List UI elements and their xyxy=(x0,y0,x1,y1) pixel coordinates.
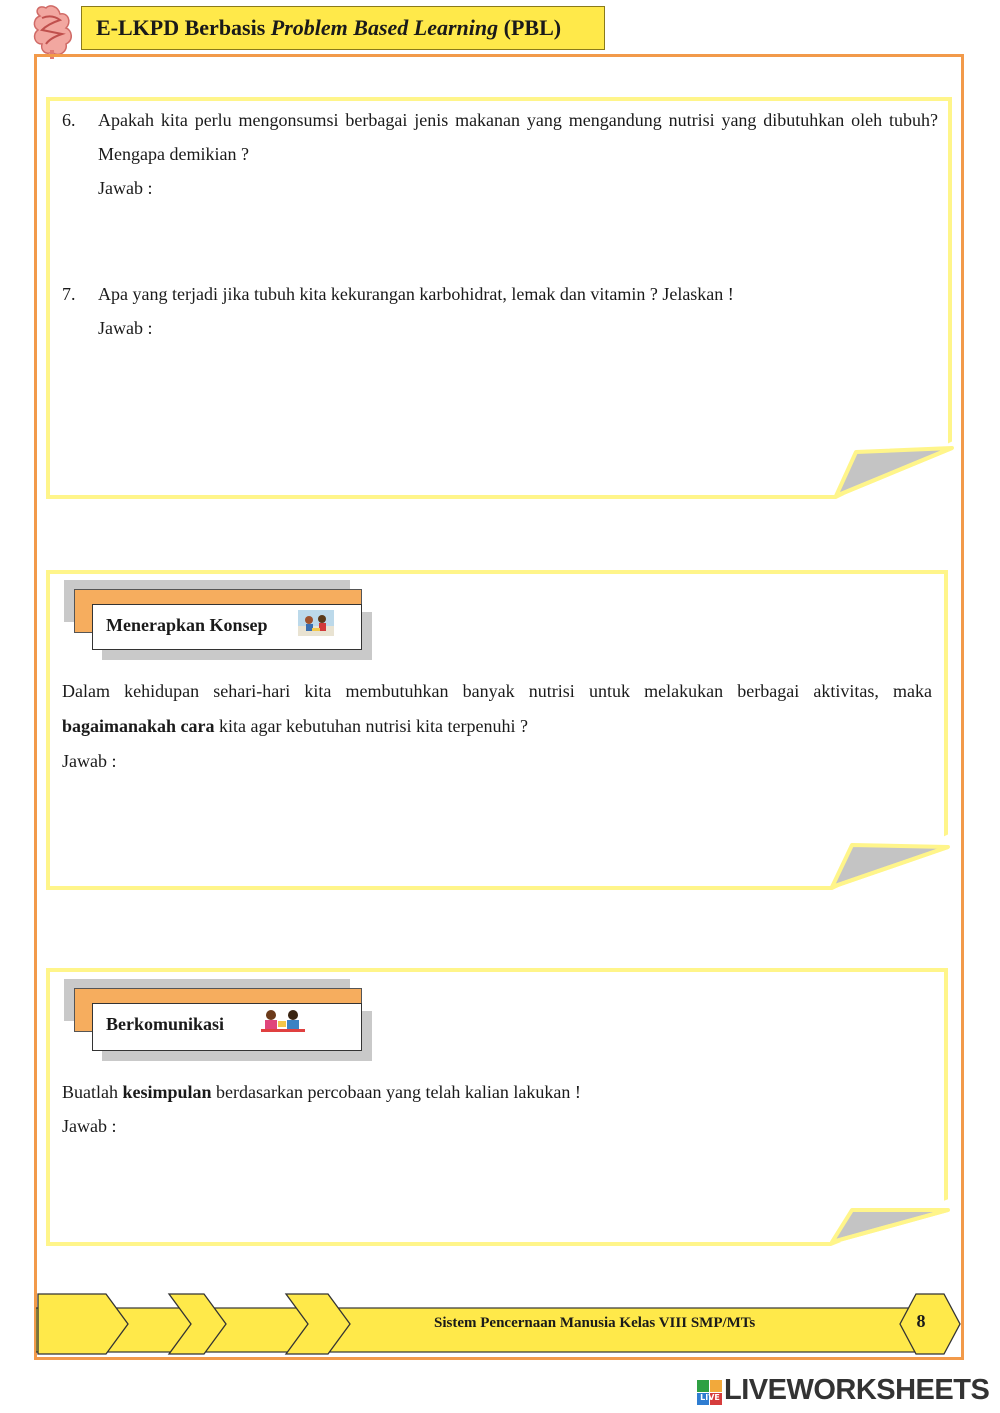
answer-label: Jawab : xyxy=(98,178,153,198)
header-title-italic: Problem Based Learning xyxy=(270,15,499,40)
answer-label: Jawab : xyxy=(62,751,117,771)
liveworksheets-logo-icon xyxy=(697,1380,723,1406)
page-curl-corner xyxy=(830,440,955,502)
answer-area-concept[interactable] xyxy=(62,782,822,862)
liveworksheets-watermark: LIVEWORKSHEETS xyxy=(724,1374,990,1406)
section-label-text: Menerapkan Konsep xyxy=(106,615,268,635)
question-text: Apakah kita perlu mengonsumsi berbagai jenis makanan yang mengandung nutrisi yang dibutuhkan oleh tubuh? Mengapa demikian ? xyxy=(98,110,938,164)
question-6 xyxy=(62,103,938,205)
paragraph-text: berdasarkan percobaan yang telah kalian lakukan ! xyxy=(211,1082,581,1102)
paragraph-text: Buatlah xyxy=(62,1082,123,1102)
answer-area-communicate[interactable] xyxy=(62,1148,822,1218)
question-7 xyxy=(62,277,938,345)
answer-area-7[interactable] xyxy=(97,350,837,450)
page-curl-corner xyxy=(826,833,951,893)
children-talking-image xyxy=(259,1007,307,1033)
page-number: 8 xyxy=(916,1311,926,1331)
header-title-suffix: (PBL) xyxy=(498,15,562,40)
answer-label: Jawab : xyxy=(98,318,153,338)
page-curl-corner xyxy=(826,1198,951,1248)
paragraph-text: Dalam kehidupan sehari-hari kita membutuhkan banyak nutrisi untuk melakukan berbagai aktivitas, maka xyxy=(62,681,932,701)
children-activity-image xyxy=(298,610,334,636)
header-title-prefix: E-LKPD Berbasis xyxy=(96,15,271,40)
answer-label: Jawab : xyxy=(62,1116,117,1136)
paragraph-bold-text: bagaimanakah cara xyxy=(62,716,215,736)
footer-text: Sistem Pencernaan Manusia Kelas VIII SMP/MTs xyxy=(434,1315,756,1331)
concept-paragraph xyxy=(62,674,932,744)
section-label-berkomunikasi xyxy=(92,1003,362,1051)
page-header-title xyxy=(81,6,605,50)
question-number: 7. xyxy=(62,284,76,304)
paragraph-bold-text: kesimpulan xyxy=(122,1082,212,1102)
answer-area-6[interactable] xyxy=(97,210,937,270)
communicate-paragraph xyxy=(62,1075,932,1110)
logo-icon-text: LIVE xyxy=(700,1393,720,1402)
digestive-system-icon xyxy=(28,2,78,60)
section-label-text: Berkomunikasi xyxy=(106,1014,225,1034)
question-text: Apa yang terjadi jika tubuh kita kekurangan karbohidrat, lemak dan vitamin ? Jelaskan ! xyxy=(98,284,734,304)
question-number: 6. xyxy=(62,110,76,130)
paragraph-text: kita agar kebutuhan nutrisi kita terpenuhi ? xyxy=(214,716,528,736)
